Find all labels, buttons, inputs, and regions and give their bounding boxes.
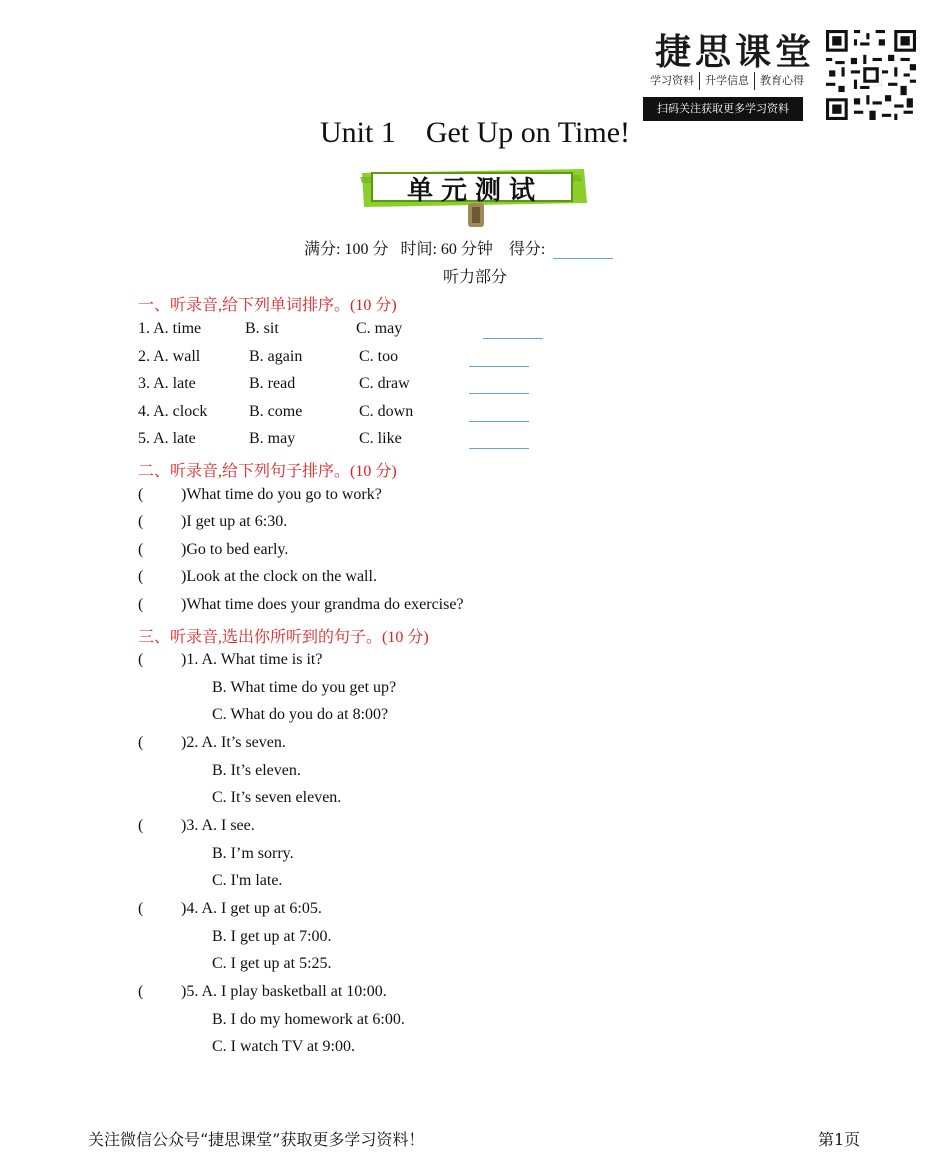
unit-test-label: 单元测试 [406,176,543,206]
page-title: Unit 1 Get Up on Time! [319,116,631,149]
part3-q4-paren[interactable]: ( [138,900,144,917]
brand-link-study: 学习资料 [645,72,700,90]
part1-item-4-a: 4. A. clock [138,403,208,420]
score-line [304,236,613,259]
part2-paren-1[interactable]: ( [138,486,144,503]
part3-q4-option-b: B. I get up at 7:00. [212,928,332,945]
part2-sentence-1: )What time do you go to work? [181,486,382,503]
part3-q1-option-c: C. What do you do at 8:00? [212,706,389,723]
part3-q3-paren[interactable]: ( [138,817,144,834]
part3-q4-option-c: C. I get up at 5:25. [212,955,332,972]
part3-q2-option-c: C. It’s seven eleven. [212,789,342,806]
part1-answer-blank-5[interactable] [469,447,529,449]
part2-paren-4[interactable]: ( [138,568,144,585]
part2-sentence-5: )What time does your grandma do exercise? [181,596,464,613]
part2-sentence-3: )Go to bed early. [181,541,289,558]
part1-item-4-b: B. come [249,403,303,420]
part3-q1-paren[interactable]: ( [138,651,144,668]
time-limit: 时间: 60 分钟 [400,241,493,258]
part1-item-1-c: C. may [356,320,403,337]
qr-code-icon [826,30,916,120]
part1-answer-blank-4[interactable] [469,420,529,422]
part1-item-2-c: C. too [359,348,399,365]
part1-item-1-a: 1. A. time [138,320,202,337]
listening-section-label: 听力部分 [442,269,507,286]
part1-item-3-b: B. read [249,375,296,392]
part3-q5-option-b: B. I do my homework at 6:00. [212,1011,405,1028]
part3-q5-paren[interactable]: ( [138,983,144,1000]
part3-q5-option-c: C. I watch TV at 9:00. [212,1038,355,1055]
brand-links [645,72,809,90]
part3-q2-option-b: B. It’s eleven. [212,762,301,779]
part3-q3-option-b: B. I’m sorry. [212,845,294,862]
part2-sentence-4: )Look at the clock on the wall. [181,568,377,585]
score-label: 得分: [508,241,546,258]
part3-q1-option-b: B. What time do you get up? [212,679,397,696]
part3-q3-option-c: C. I'm late. [212,872,283,889]
part1-answer-blank-3[interactable] [469,392,529,394]
part3-q5-option-a: )5. A. I play basketball at 10:00. [181,983,387,1000]
brand-banner: 扫码关注获取更多学习资料 [643,97,803,121]
full-mark: 满分: 100 分 [304,241,389,258]
part2-paren-2[interactable]: ( [138,513,144,530]
part3-q1-option-a: )1. A. What time is it? [181,651,323,668]
part1-answer-blank-1[interactable] [483,337,543,339]
page-number: 第1页 [818,1130,861,1149]
part1-item-1-b: B. sit [245,320,279,337]
part1-item-4-c: C. down [359,403,414,420]
part1-item-2-b: B. again [249,348,303,365]
part1-item-5-b: B. may [249,430,296,447]
part3-q3-option-a: )3. A. I see. [181,817,255,834]
part3-q2-paren[interactable]: ( [138,734,144,751]
part1-item-5-a: 5. A. late [138,430,196,447]
brand-link-edu: 教育心得 [760,74,804,87]
footer-note: 关注微信公众号“捷思课堂”获取更多学习资料！ [88,1130,425,1149]
part3-q4-option-a: )4. A. I get up at 6:05. [181,900,322,917]
part2-heading: 二、听录音,给下列句子排序。(10 分) [138,463,397,480]
part1-item-3-c: C. draw [359,375,410,392]
part2-paren-5[interactable]: ( [138,596,144,613]
part1-item-2-a: 2. A. wall [138,348,201,365]
brand-link-school: 升学信息 [700,72,755,90]
part2-sentence-2: )I get up at 6:30. [181,513,288,530]
part3-q2-option-a: )2. A. It’s seven. [181,734,286,751]
part1-item-5-c: C. like [359,430,402,447]
part1-answer-blank-2[interactable] [469,365,529,367]
score-blank[interactable] [553,242,613,259]
part1-item-3-a: 3. A. late [138,375,196,392]
part2-paren-3[interactable]: ( [138,541,144,558]
brand-logo-text: 捷思课堂 [655,31,816,73]
part1-heading: 一、听录音,给下列单词排序。(10 分) [138,297,397,314]
part3-heading: 三、听录音,选出你所听到的句子。(10 分) [138,629,429,646]
